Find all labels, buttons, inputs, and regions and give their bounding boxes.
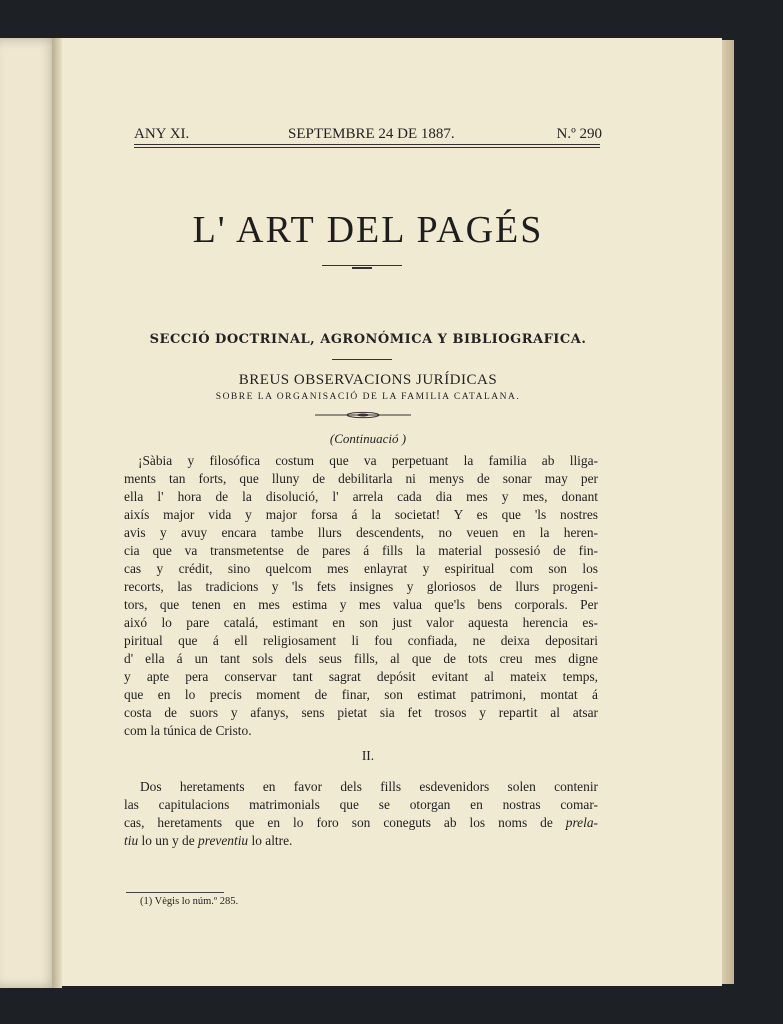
divider-ornament — [315, 411, 411, 419]
text-line: ¡Sàbia y filosófica costum que va perpetuant la familia ab lliga- — [138, 453, 598, 468]
text-line: com la túnica de Cristo. — [124, 723, 252, 738]
text-line: cas y crédit, sino quelcom mes enlayrat y espiritual com son los — [124, 561, 598, 576]
text-fragment: cas, heretaments que en lo foro son coneguts ab los noms de — [124, 815, 553, 830]
book-gutter — [52, 38, 62, 988]
paragraph-2 — [124, 778, 598, 850]
title-ornament-rule — [322, 265, 402, 266]
page-header — [134, 126, 602, 146]
text-line: costa de suors y afanys, sens pietat sia fet trosos y repartit al atsar — [124, 705, 598, 720]
title-ornament-dot — [352, 267, 372, 269]
paragraph-1 — [124, 452, 598, 740]
text-line: las capitulacions matrimonials que se otorgan en nostras comar- — [124, 797, 598, 812]
continuation-note: (Continuació ) — [329, 431, 407, 446]
section-rule — [332, 359, 392, 360]
article-subheading: SOBRE LA ORGANISACIÓ DE LA FAMILIA CATALANA. — [215, 392, 521, 402]
article-heading: BREUS OBSERVACIONS JURÍDICAS — [238, 372, 498, 388]
latin-term: tiu — [124, 833, 139, 848]
text-line: d' ella á un tant sols dels seus fills, al que de tots creu mes digne — [124, 651, 598, 666]
text-line: ella l' hora de la disolució, l' arrela cada dia mes y mes, donant — [124, 489, 598, 504]
text-line: piritual que á ell religiosament li fou confiada, ne deixa depositari — [124, 633, 598, 648]
text-line: avis y avuy encara tambe llurs descendents, no veuen en la heren- — [124, 525, 598, 540]
latin-term: prela- — [565, 815, 598, 830]
text-line: Dos heretaments en favor dels fills esdevenidors solen contenir — [140, 779, 598, 794]
text-line: aixó lo pare catalá, estimant en son just valor aquesta herencia es- — [124, 615, 598, 630]
text-fragment: lo un y de — [141, 833, 195, 848]
text-line: tors, que tenen en mes estima y mes valua que'ls bens corporals. Per — [124, 597, 598, 612]
latin-term: preventiu — [198, 833, 249, 848]
text-fragment: lo altre. — [251, 833, 293, 848]
footnote-rule — [126, 892, 224, 893]
section-numeral: II. — [361, 748, 375, 763]
header-rule-bottom — [134, 147, 600, 148]
text-line: aixís major vida y major forsa á la societat! Y es que 'ls nostres — [124, 507, 598, 522]
left-page-edge — [0, 38, 60, 988]
text-line — [124, 832, 598, 850]
text-line: que en lo precis moment de finar, son estimat patrimoni, montat á — [124, 687, 598, 702]
text-line: recorts, las tradicions y 'ls fets insignes y gloriosos de llurs progeni- — [124, 579, 598, 594]
header-rule-top — [134, 144, 600, 145]
text-line — [124, 814, 598, 832]
text-line: ments tan forts, que lluny de debilitarla ni menys de sonar may per — [124, 471, 598, 486]
section-heading: SECCIÓ DOCTRINAL, AGRONÓMICA Y BIBLIOGRAFICA. — [149, 332, 587, 347]
journal-page — [62, 38, 722, 986]
text-line: cia que va transmetentse de pares á fills la material possesió de fin- — [124, 543, 598, 558]
volume-label: ANY XI. — [134, 126, 190, 142]
issue-number: N.º 290 — [556, 126, 602, 142]
footnote: (1) Vègis lo núm.º 285. — [140, 896, 239, 907]
journal-title: L' ART DEL PAGÉS — [192, 209, 544, 251]
issue-date: SEPTEMBRE 24 DE 1887. — [288, 126, 455, 142]
text-line: y apte pera conservar tant sagrat depósit evitant al mateix temps, — [124, 669, 598, 684]
